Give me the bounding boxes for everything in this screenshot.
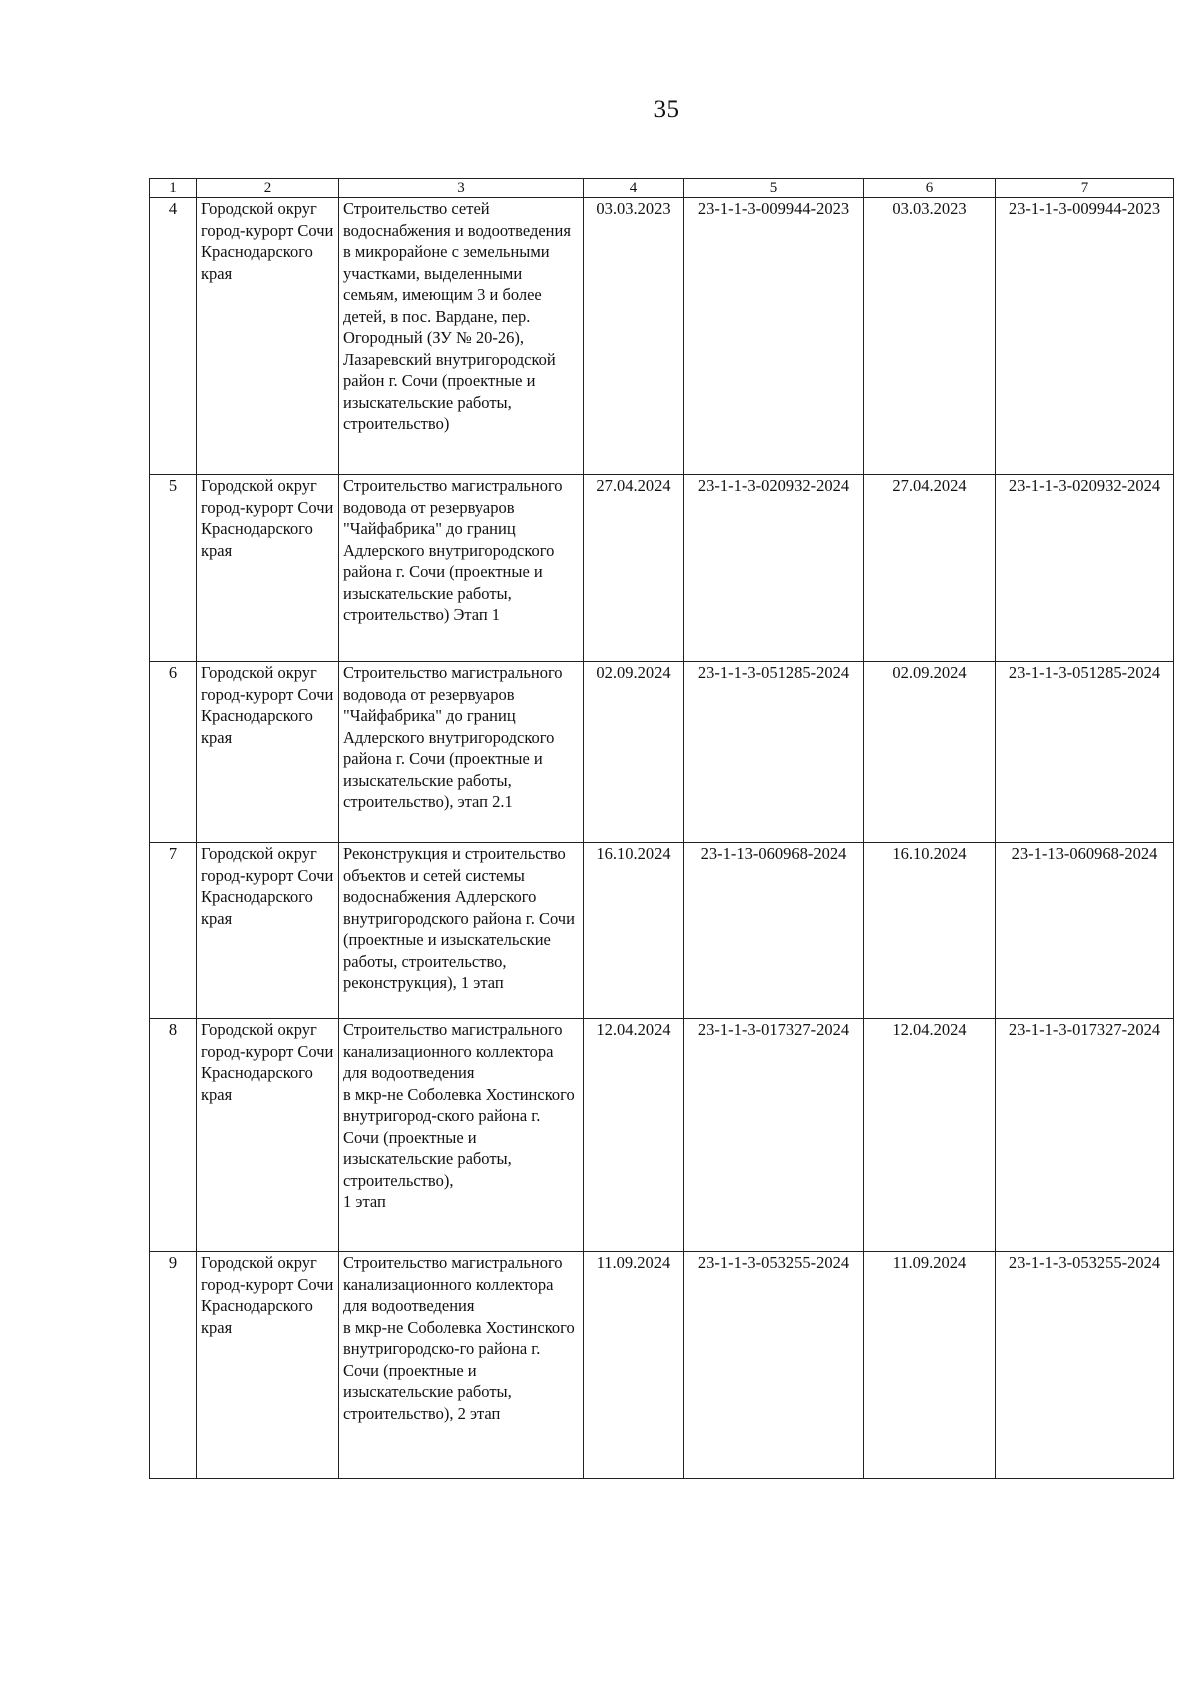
date-cell: 11.09.2024 — [584, 1252, 684, 1479]
date-cell: 02.09.2024 — [864, 662, 996, 843]
code-cell: 23-1-1-3-020932-2024 — [996, 475, 1174, 662]
object-text: Реконструкция и строительство объектов и сетей системы водоснабжения Адлерского внутригородского района г. Сочи (проектные и изыскательские работы, строительство, реконструкция), 1 этап — [343, 844, 575, 992]
code-cell: 23-1-13-060968-2024 — [684, 843, 864, 1019]
date-cell: 02.09.2024 — [584, 662, 684, 843]
column-number: 6 — [864, 179, 996, 198]
column-number: 3 — [339, 179, 584, 198]
object-text: Строительство магистрального канализационного коллектора для водоотведения в мкр-не Соболевка Хостинского внутригород-ского района г. Сочи (проектные и изыскательские работы, строительство), 1 этап — [343, 1020, 575, 1211]
column-number: 5 — [684, 179, 864, 198]
code-cell: 23-1-1-3-017327-2024 — [996, 1019, 1174, 1252]
code-cell: 23-1-1-3-017327-2024 — [684, 1019, 864, 1252]
object-cell — [339, 1019, 584, 1252]
municipality-cell: Городской округ город-курорт Сочи Краснодарского края — [197, 475, 339, 662]
code-cell: 23-1-1-3-051285-2024 — [684, 662, 864, 843]
code-cell: 23-1-1-3-020932-2024 — [684, 475, 864, 662]
object-cell — [339, 662, 584, 843]
code-cell: 23-1-1-3-009944-2023 — [996, 198, 1174, 475]
code-cell: 23-1-13-060968-2024 — [996, 843, 1174, 1019]
municipality-cell: Городской округ город-курорт Сочи Краснодарского края — [197, 843, 339, 1019]
column-number: 7 — [996, 179, 1174, 198]
municipality-cell: Городской округ город-курорт Сочи Краснодарского края — [197, 1019, 339, 1252]
object-text: Строительство магистрального водовода от резервуаров "Чайфабрика" до границ Адлерского внутригородского района г. Сочи (проектные и изыскательские работы, строительство), этап 2.1 — [343, 663, 563, 811]
object-text: Строительство сетей водоснабжения и водоотведения в микрорайоне с земельными участками, выделенными семьям, имеющим 3 и более детей, в пос. Вардане, пер. Огородный (ЗУ № 20-26), Лазаревский внутригородской район г. Сочи (проектные и изыскательские работы, строительство) — [343, 199, 571, 433]
registry-table — [149, 178, 1174, 1479]
date-cell: 12.04.2024 — [864, 1019, 996, 1252]
table-row — [150, 662, 1174, 843]
object-cell — [339, 198, 584, 475]
object-text: Строительство магистрального водовода от резервуаров "Чайфабрика" до границ Адлерского внутригородского района г. Сочи (проектные и изыскательские работы, строительство) Этап 1 — [343, 476, 563, 624]
column-number: 1 — [150, 179, 197, 198]
date-cell: 03.03.2023 — [584, 198, 684, 475]
date-cell: 12.04.2024 — [584, 1019, 684, 1252]
table-row — [150, 1019, 1174, 1252]
date-cell: 27.04.2024 — [584, 475, 684, 662]
municipality-cell: Городской округ город-курорт Сочи Краснодарского края — [197, 662, 339, 843]
row-number: 9 — [150, 1252, 197, 1479]
page-number: 35 — [653, 96, 680, 123]
date-cell: 03.03.2023 — [864, 198, 996, 475]
code-cell: 23-1-1-3-053255-2024 — [996, 1252, 1174, 1479]
table-row — [150, 475, 1174, 662]
column-number: 4 — [584, 179, 684, 198]
date-cell: 16.10.2024 — [584, 843, 684, 1019]
row-number: 5 — [150, 475, 197, 662]
code-cell: 23-1-1-3-009944-2023 — [684, 198, 864, 475]
row-number: 4 — [150, 198, 197, 475]
code-cell: 23-1-1-3-053255-2024 — [684, 1252, 864, 1479]
row-number: 7 — [150, 843, 197, 1019]
column-number-row — [150, 179, 1174, 198]
object-cell — [339, 843, 584, 1019]
municipality-cell: Городской округ город-курорт Сочи Краснодарского края — [197, 1252, 339, 1479]
date-cell: 11.09.2024 — [864, 1252, 996, 1479]
table-row — [150, 198, 1174, 475]
date-cell: 16.10.2024 — [864, 843, 996, 1019]
code-cell: 23-1-1-3-051285-2024 — [996, 662, 1174, 843]
object-cell — [339, 475, 584, 662]
municipality-cell: Городской округ город-курорт Сочи Краснодарского края — [197, 198, 339, 475]
object-text: Строительство магистрального канализационного коллектора для водоотведения в мкр-не Соболевка Хостинского внутригородско-го района г. Сочи (проектные и изыскательские работы, строительство), 2 этап — [343, 1253, 575, 1423]
row-number: 8 — [150, 1019, 197, 1252]
date-cell: 27.04.2024 — [864, 475, 996, 662]
table-row — [150, 1252, 1174, 1479]
object-cell — [339, 1252, 584, 1479]
column-number: 2 — [197, 179, 339, 198]
row-number: 6 — [150, 662, 197, 843]
table-row — [150, 843, 1174, 1019]
